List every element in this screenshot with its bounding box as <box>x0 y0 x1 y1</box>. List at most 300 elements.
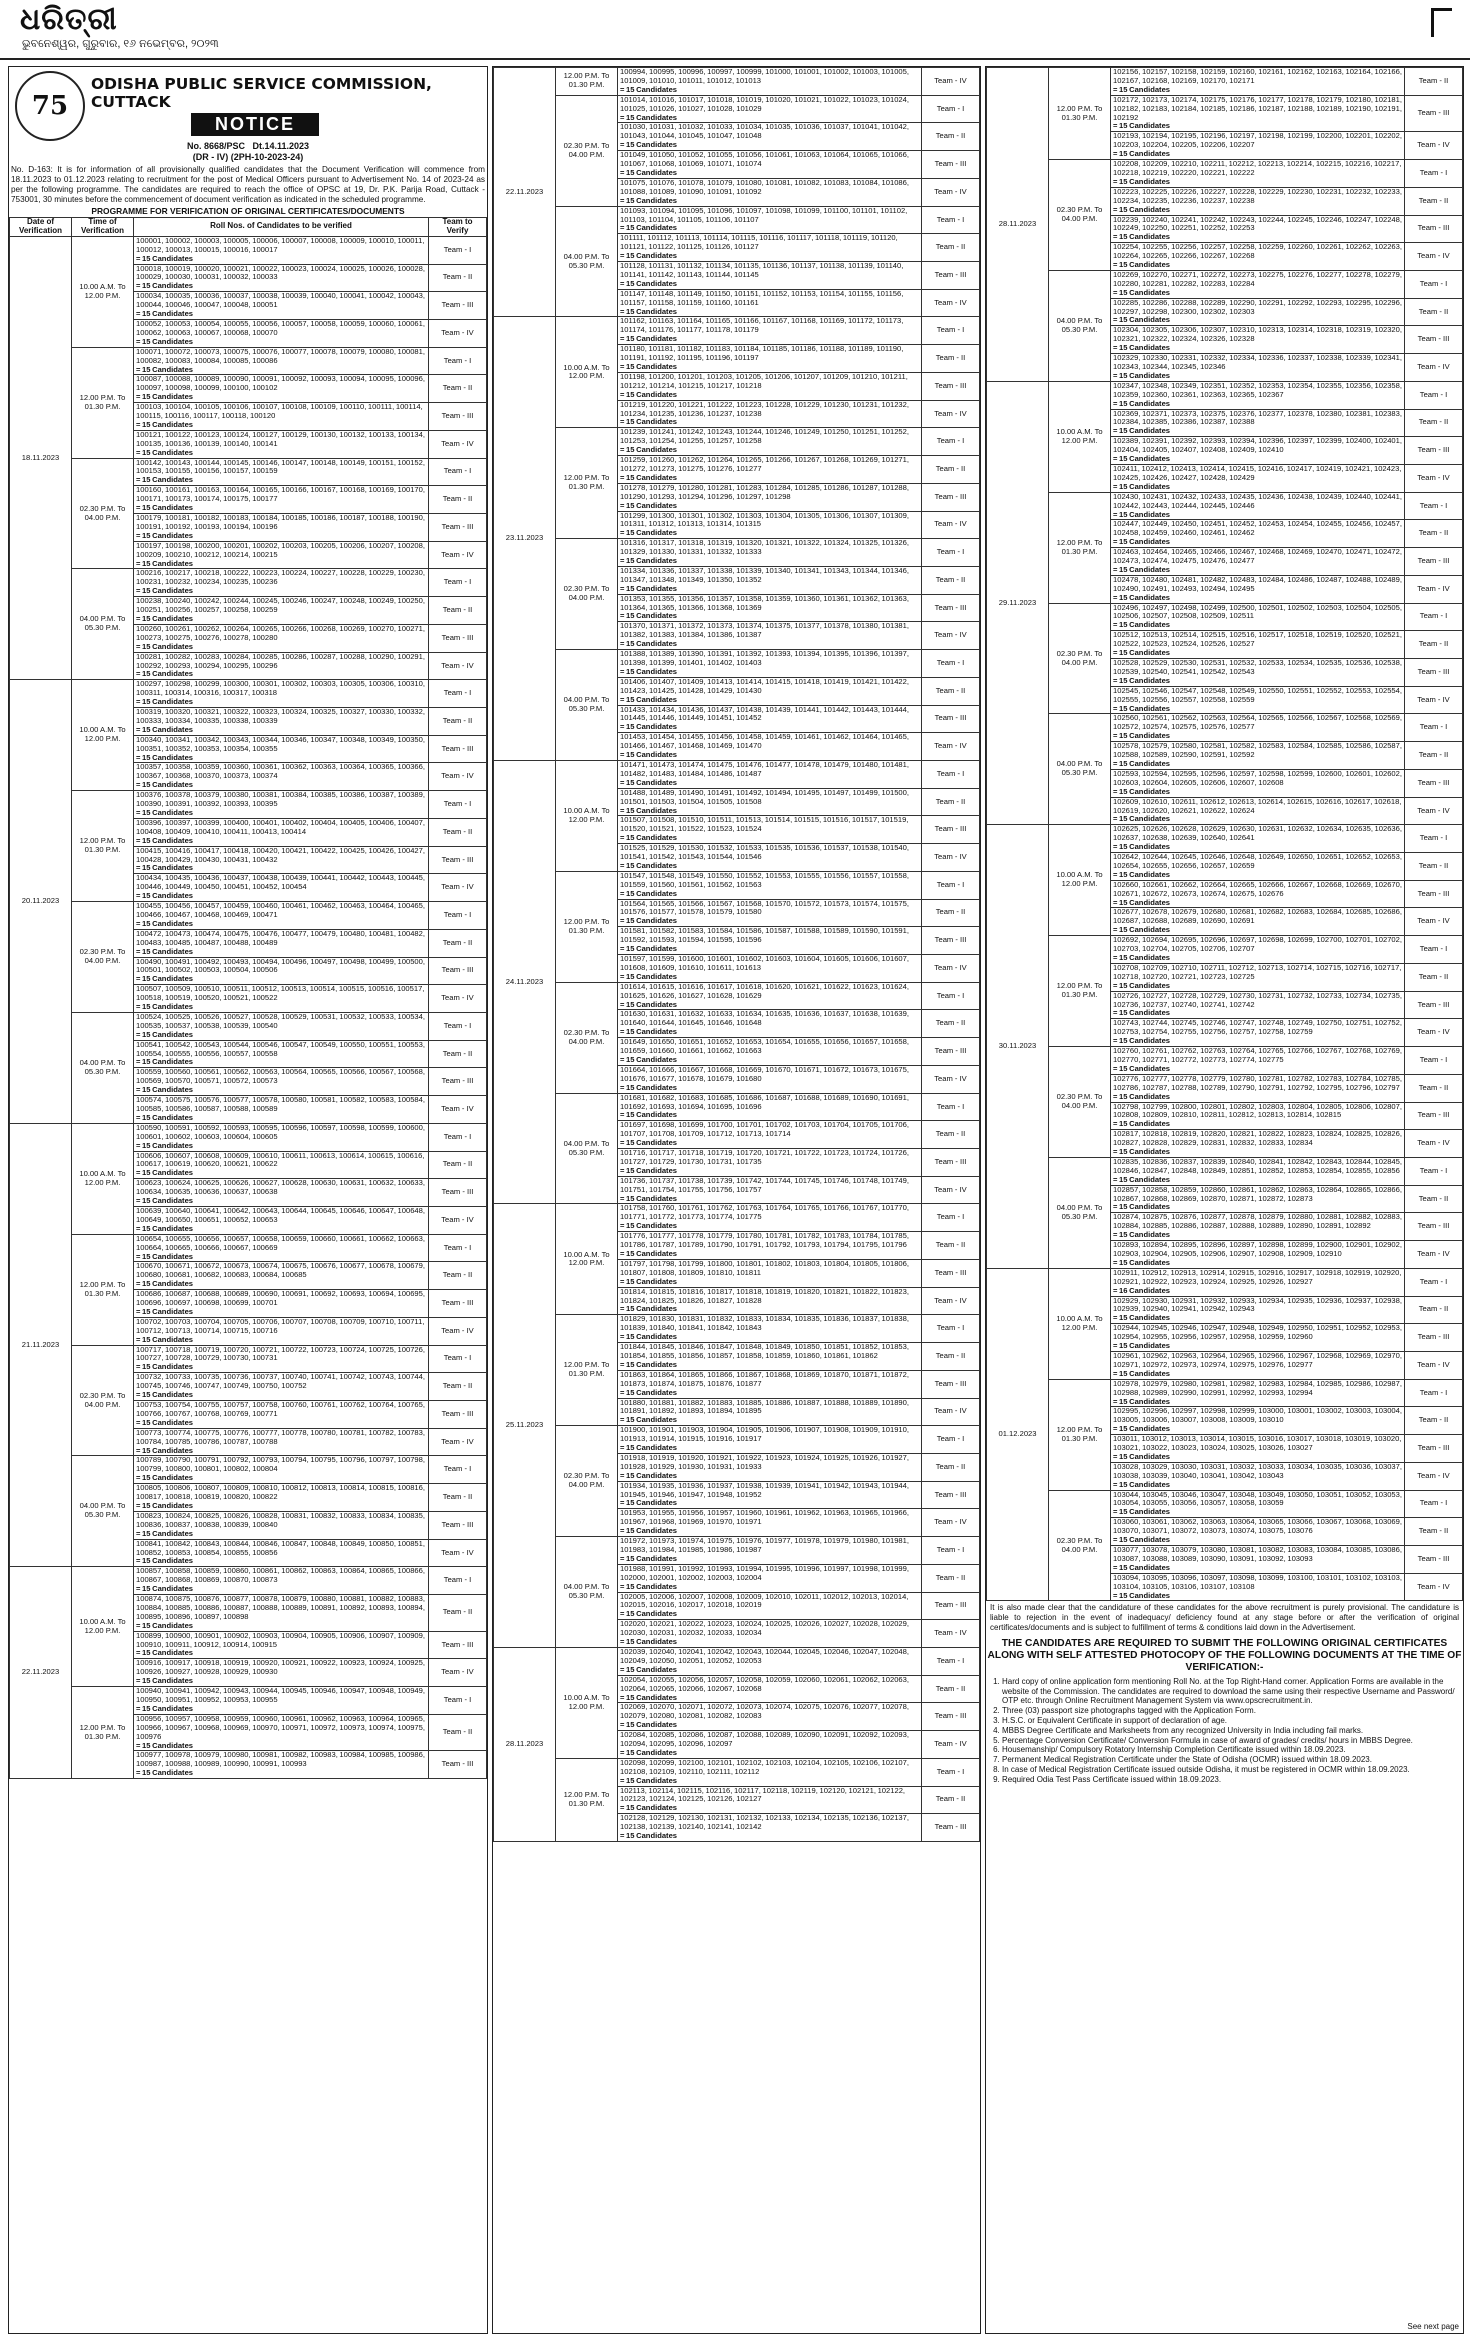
table-row <box>494 428 980 456</box>
roll-numbers: 103011, 103012, 103013, 103014, 103015, 103016, 103017, 103018, 103019, 103020, 103021, 103022, 103023, 103024, 103025, 103026, 103027 <box>1113 1434 1402 1453</box>
team-cell: Team - III <box>1405 215 1463 243</box>
team-cell: Team - IV <box>429 1206 487 1234</box>
table-row <box>494 539 980 567</box>
roll-numbers-cell <box>134 846 429 874</box>
team-cell: Team - III <box>922 372 980 400</box>
team-cell: Team - II <box>429 1151 487 1179</box>
candidate-count: = 15 Candidates <box>620 334 678 344</box>
team-cell: Team - IV <box>922 289 980 317</box>
roll-numbers: 101353, 101355, 101356, 101357, 101358, 101359, 101360, 101361, 101362, 101363, 101364, 101365, 101366, 101368, 101369 <box>620 593 909 612</box>
roll-numbers: 102609, 102610, 102611, 102612, 102613, 102614, 102615, 102616, 102617, 102618, 102619, 102620, 102621, 102622, 102624 <box>1113 796 1402 815</box>
roll-numbers: 100956, 100957, 100958, 100959, 100960, 100961, 100962, 100963, 100964, 100965, 100966, 100967, 100968, 100969, 100970, 100971, 100972, 100973, 100974, 100975, 100976 <box>136 1713 425 1741</box>
candidate-count: = 15 Candidates <box>620 1470 678 1480</box>
team-cell: Team - II <box>429 597 487 625</box>
roll-numbers: 100297, 100298, 100299, 100300, 100301, 100302, 100303, 100305, 100306, 100310, 100311, 100314, 100316, 100317, 100318 <box>136 679 425 698</box>
roll-numbers-cell <box>134 1595 429 1632</box>
roll-numbers-cell <box>618 456 922 484</box>
team-cell: Team - III <box>429 735 487 763</box>
candidate-count: = 15 Candidates <box>1113 1313 1171 1323</box>
roll-numbers: 101453, 101454, 101455, 101456, 101458, 101459, 101461, 101462, 101464, 101465, 101466, 101467, 101468, 101469, 101470 <box>620 732 909 751</box>
roll-numbers-cell <box>134 292 429 320</box>
team-cell: Team - III <box>429 1511 487 1539</box>
roll-numbers-cell <box>618 1176 922 1204</box>
roll-numbers: 102857, 102858, 102859, 102860, 102861, 102862, 102863, 102864, 102865, 102866, 102867, 102868, 102869, 102870, 102871, 102872, 102873 <box>1113 1184 1402 1203</box>
candidate-count: = 15 Candidates <box>1113 814 1171 824</box>
candidate-count: = 15 Candidates <box>136 1112 194 1122</box>
candidate-count: = 15 Candidates <box>620 1193 678 1203</box>
candidate-count: = 15 Candidates <box>1113 481 1171 491</box>
roll-numbers: 100559, 100560, 100561, 100562, 100563, 100564, 100565, 100566, 100567, 100568, 100569, 100570, 100571, 100572, 100573 <box>136 1067 425 1086</box>
candidate-count: = 15 Candidates <box>620 583 678 593</box>
candidate-count: = 15 Candidates <box>136 1140 194 1150</box>
candidate-count: = 15 Candidates <box>1113 315 1171 325</box>
table-row <box>10 569 487 597</box>
roll-numbers: 100121, 100122, 100123, 100124, 100127, 100129, 100130, 100132, 100133, 100134, 100135, 100136, 100139, 100140, 100141 <box>136 429 425 448</box>
candidate-count: = 15 Candidates <box>136 530 194 540</box>
roll-numbers: 101597, 101599, 101600, 101601, 101602, 101603, 101604, 101605, 101606, 101607, 101608, 101609, 101610, 101611, 101613 <box>620 954 909 972</box>
roll-numbers-cell <box>134 902 429 930</box>
table-row <box>10 791 487 819</box>
roll-numbers: 101953, 101955, 101956, 101957, 101960, 101961, 101962, 101963, 101965, 101966, 101967, 101968, 101969, 101970, 101971 <box>620 1508 909 1527</box>
roll-numbers-cell <box>618 345 922 373</box>
roll-numbers-cell <box>1111 68 1405 96</box>
roll-numbers: 101664, 101666, 101667, 101668, 101669, 101670, 101671, 101672, 101673, 101675, 101676, 101677, 101678, 101679, 101680 <box>620 1064 909 1083</box>
table-row <box>10 1123 487 1151</box>
team-cell: Team - I <box>922 206 980 234</box>
team-cell: Team - IV <box>1405 354 1463 382</box>
team-cell: Team - I <box>922 871 980 899</box>
roll-numbers: 101797, 101798, 101799, 101800, 101801, 101802, 101803, 101804, 101805, 101806, 101807, 101808, 101809, 101810, 101811 <box>620 1258 909 1277</box>
team-cell: Team - III <box>922 1259 980 1287</box>
team-cell: Team - III <box>1405 95 1463 132</box>
candidate-count: = 15 Candidates <box>620 1637 678 1647</box>
roll-numbers: 102054, 102055, 102056, 102057, 102058, 102059, 102060, 102061, 102062, 102063, 102064, 102065, 102066, 102067, 102068 <box>620 1674 909 1693</box>
roll-numbers: 102084, 102085, 102086, 102087, 102088, 102089, 102090, 102091, 102092, 102093, 102094, 102095, 102096, 102097 <box>620 1730 909 1749</box>
roll-numbers-cell <box>1111 1573 1405 1601</box>
roll-numbers: 100717, 100718, 100719, 100720, 100721, 100722, 100723, 100724, 100725, 100726, 100727, 100728, 100729, 100730, 100731 <box>136 1344 425 1363</box>
time-cell: 12.00 P.M. To 01.30 P.M. <box>556 871 618 982</box>
schedule-table-2 <box>493 67 980 1842</box>
roll-numbers-cell <box>134 1456 429 1484</box>
team-cell: Team - III <box>429 846 487 874</box>
team-cell: Team - II <box>429 708 487 736</box>
roll-numbers-cell <box>134 1317 429 1345</box>
roll-numbers-cell <box>618 844 922 872</box>
team-cell: Team - III <box>429 403 487 431</box>
team-cell: Team - III <box>1405 1546 1463 1574</box>
time-cell: 02.30 P.M. To 04.00 P.M. <box>72 458 134 569</box>
team-cell: Team - II <box>1405 1407 1463 1435</box>
roll-numbers-cell <box>618 1370 922 1398</box>
roll-numbers: 101681, 101682, 101683, 101685, 101686, 101687, 101688, 101689, 101690, 101691, 101692, 101693, 101694, 101695, 101696 <box>620 1092 909 1111</box>
candidate-count: = 15 Candidates <box>1113 84 1171 94</box>
candidate-count: = 15 Candidates <box>620 750 678 760</box>
time-cell: 04.00 P.M. To 05.30 P.M. <box>1049 714 1111 825</box>
roll-numbers: 101014, 101016, 101017, 101018, 101019, 101020, 101021, 101022, 101023, 101024, 101025, 101026, 101027, 101028, 101029 <box>620 94 909 113</box>
notice-title: NOTICE <box>191 113 319 136</box>
table-row <box>987 492 1463 520</box>
time-cell: 02.30 P.M. To 04.00 P.M. <box>1049 603 1111 714</box>
candidate-count: = 15 Candidates <box>1113 509 1171 519</box>
roll-numbers: 100590, 100591, 100592, 100593, 100595, 100596, 100597, 100598, 100599, 100600, 100601, 100602, 100603, 100604, 100605 <box>136 1122 425 1141</box>
roll-numbers: 100639, 100640, 100641, 100642, 100643, 100644, 100645, 100646, 100647, 100648, 100649, 100650, 100651, 100652, 100653 <box>136 1205 425 1224</box>
team-cell: Team - I <box>1405 1268 1463 1296</box>
candidate-count: = 15 Candidates <box>1113 842 1171 852</box>
candidate-count: = 15 Candidates <box>620 1664 678 1674</box>
team-cell: Team - III <box>429 514 487 542</box>
roll-numbers: 101162, 101163, 101164, 101165, 101166, 101167, 101168, 101169, 101172, 101173, 101174, 101176, 101177, 101178, 101179 <box>620 316 904 335</box>
roll-numbers: 102726, 102727, 102728, 102729, 102730, 102731, 102732, 102733, 102734, 102735, 102736, 102737, 102740, 102741, 102742 <box>1113 990 1402 1009</box>
date-cell: 01.12.2023 <box>987 1268 1049 1601</box>
candidate-count: = 15 Candidates <box>136 1251 194 1261</box>
roll-numbers: 101988, 101991, 101992, 101993, 101994, 101995, 101996, 101997, 101998, 101999, 102000, 102001, 102002, 102003, 102004 <box>620 1563 909 1582</box>
team-cell: Team - IV <box>922 844 980 872</box>
roll-numbers-cell <box>618 400 922 428</box>
candidate-count: = 15 Candidates <box>620 1803 678 1813</box>
roll-numbers: 101030, 101031, 101032, 101033, 101034, 101035, 101036, 101037, 101041, 101042, 101043, 101044, 101045, 101047, 101048 <box>620 122 909 141</box>
candidate-count: = 15 Candidates <box>620 971 678 981</box>
table-row <box>494 1093 980 1121</box>
roll-numbers: 100524, 100525, 100526, 100527, 100528, 100529, 100531, 100532, 100533, 100534, 100535, 100537, 100538, 100539, 100540 <box>136 1011 425 1030</box>
candidate-count: = 15 Candidates <box>1113 149 1171 159</box>
time-cell: 12.00 P.M. To 01.30 P.M. <box>556 68 618 96</box>
candidate-count: = 15 Candidates <box>1113 1036 1171 1046</box>
candidate-count: = 15 Candidates <box>136 863 194 873</box>
roll-numbers: 102223, 102225, 102226, 102227, 102228, 102229, 102230, 102231, 102232, 102233, 102234, 102235, 102236, 102237, 102238 <box>1113 186 1402 205</box>
roll-numbers-cell <box>618 1232 922 1260</box>
roll-numbers-cell <box>618 1093 922 1121</box>
roll-numbers-cell <box>134 929 429 957</box>
candidate-count: = 15 Candidates <box>1113 1507 1171 1517</box>
team-cell: Team - I <box>922 539 980 567</box>
candidate-count: = 15 Candidates <box>620 1692 678 1702</box>
team-cell: Team - II <box>1405 1185 1463 1213</box>
candidate-count: = 15 Candidates <box>136 613 194 623</box>
candidate-count: = 15 Candidates <box>1113 1368 1171 1378</box>
table-row <box>987 825 1463 853</box>
team-cell: Team - III <box>922 262 980 290</box>
candidate-count: = 15 Candidates <box>620 1221 678 1231</box>
team-cell: Team - II <box>922 1232 980 1260</box>
candidate-count: = 15 Candidates <box>1113 1396 1171 1406</box>
roll-numbers: 100179, 100181, 100182, 100183, 100184, 100185, 100186, 100187, 100188, 100190, 100191, 100192, 100193, 100194, 100196 <box>136 513 425 531</box>
table-row <box>987 936 1463 964</box>
roll-numbers: 102660, 102661, 102662, 102664, 102665, 102666, 102667, 102668, 102669, 102670, 102671, 102672, 102673, 102674, 102675, 102676 <box>1113 879 1402 898</box>
time-cell: 10.00 A.M. To 12.00 P.M. <box>556 1204 618 1315</box>
team-cell: Team - I <box>429 1123 487 1151</box>
requirement-item: 8. In case of Medical Registration Certificate issued outside Odisha, it must be registered in OCMR within 18.09.2023. <box>1002 1765 1463 1775</box>
candidate-count: = 15 Candidates <box>1113 121 1171 131</box>
roll-numbers-cell <box>134 458 429 486</box>
date-cell: 22.11.2023 <box>10 1567 72 1779</box>
team-cell: Team - III <box>922 1592 980 1620</box>
candidate-count: = 15 Candidates <box>1113 1341 1171 1351</box>
candidate-count: = 15 Candidates <box>1113 1424 1171 1434</box>
team-cell: Team - II <box>429 929 487 957</box>
candidate-count: = 15 Candidates <box>136 1676 194 1686</box>
team-cell: Team - IV <box>429 1317 487 1345</box>
roll-numbers: 102512, 102513, 102514, 102515, 102516, 102517, 102518, 102519, 102520, 102521, 102522, 102523, 102524, 102526, 102527 <box>1113 630 1402 649</box>
time-cell: 12.00 P.M. To 01.30 P.M. <box>1049 936 1111 1047</box>
roll-numbers-cell <box>134 514 429 542</box>
candidate-count: = 15 Candidates <box>620 944 678 954</box>
team-cell: Team - II <box>922 677 980 705</box>
candidate-count: = 15 Candidates <box>136 1168 194 1178</box>
roll-numbers: 100899, 100900, 100901, 100902, 100903, 100904, 100905, 100906, 100907, 100909, 100910, 100911, 100912, 100914, 100915 <box>136 1630 425 1649</box>
roll-numbers: 101471, 101473, 101474, 101475, 101476, 101477, 101478, 101479, 101480, 101481, 101482, 101483, 101484, 101486, 101487 <box>620 759 909 778</box>
roll-numbers: 101918, 101919, 101920, 101921, 101922, 101923, 101924, 101925, 101926, 101927, 101928, 101929, 101930, 101931, 101933 <box>620 1452 909 1471</box>
roll-numbers-cell <box>134 763 429 791</box>
roll-numbers-cell <box>1111 1241 1405 1269</box>
roll-numbers-cell <box>1111 686 1405 714</box>
programme-heading: PROGRAMME FOR VERIFICATION OF ORIGINAL CERTIFICATES/DOCUMENTS <box>91 206 405 216</box>
roll-numbers-cell <box>618 68 922 96</box>
candidate-count: = 15 Candidates <box>1113 343 1171 353</box>
team-cell: Team - I <box>922 1537 980 1565</box>
team-cell: Team - III <box>429 1290 487 1318</box>
roll-numbers-cell <box>618 262 922 290</box>
time-cell: 12.00 P.M. To 01.30 P.M. <box>556 1315 618 1426</box>
roll-numbers: 101934, 101935, 101936, 101937, 101938, 101939, 101941, 101942, 101943, 101944, 101945, 101946, 101947, 101948, 101952 <box>620 1480 909 1499</box>
roll-numbers-cell <box>1111 548 1405 576</box>
team-cell: Team - II <box>1405 1518 1463 1546</box>
roll-numbers-cell <box>134 1373 429 1401</box>
table-row <box>494 95 980 123</box>
team-cell: Team - II <box>429 1373 487 1401</box>
roll-numbers-cell <box>134 957 429 985</box>
time-cell: 12.00 P.M. To 01.30 P.M. <box>556 1758 618 1841</box>
roll-numbers-cell <box>1111 1351 1405 1379</box>
newspaper-header <box>0 0 1470 60</box>
roll-numbers-cell <box>134 1714 429 1751</box>
roll-numbers: 100702, 100703, 100704, 100705, 100706, 100707, 100708, 100709, 100710, 100711, 100712, 100713, 100714, 100715, 100716 <box>136 1316 425 1335</box>
roll-numbers-cell <box>1111 1407 1405 1435</box>
candidate-count: = 15 Candidates <box>136 1362 194 1372</box>
roll-numbers: 102039, 102040, 102041, 102042, 102043, 102044, 102045, 102046, 102047, 102048, 102049, 102050, 102051, 102052, 102053 <box>620 1646 909 1665</box>
requirement-item: 3. H.S.C. or Equivalent Certificate in support of declaration of age. <box>1002 1716 1463 1726</box>
date-cell: 23.11.2023 <box>494 317 556 761</box>
requirement-item: 7. Permanent Medical Registration Certificate under the State of Odisha (OCMR) issued within 18.09.2023. <box>1002 1755 1463 1765</box>
team-cell: Team - IV <box>1405 686 1463 714</box>
roll-numbers-cell <box>134 1539 429 1567</box>
candidate-count: = 15 Candidates <box>620 84 678 94</box>
roll-numbers-cell <box>1111 1546 1405 1574</box>
roll-numbers: 102005, 102006, 102007, 102008, 102009, 102010, 102011, 102012, 102013, 102014, 102015, 102016, 102017, 102018, 102019 <box>620 1591 909 1610</box>
roll-numbers-cell <box>1111 1435 1405 1463</box>
candidate-count: = 15 Candidates <box>1113 758 1171 768</box>
roll-numbers-cell <box>1111 1518 1405 1546</box>
roll-numbers: 100238, 100240, 100242, 100244, 100245, 100246, 100247, 100248, 100249, 100250, 100251, 100256, 100257, 100258, 100259 <box>136 596 425 615</box>
requirement-item: 2. Three (03) passport size photographs tagged with the Application Form. <box>1002 1706 1463 1716</box>
team-cell: Team - I <box>922 1758 980 1786</box>
roll-numbers-cell <box>1111 714 1405 742</box>
roll-numbers-cell <box>1111 437 1405 465</box>
roll-numbers-cell <box>134 1484 429 1512</box>
roll-numbers-cell <box>618 289 922 317</box>
team-cell: Team - IV <box>1405 1241 1463 1269</box>
candidate-count: = 15 Candidates <box>620 167 678 177</box>
time-cell: 04.00 P.M. To 05.30 P.M. <box>556 1093 618 1204</box>
candidate-count: = 15 Candidates <box>1113 925 1171 935</box>
candidate-count: = 15 Candidates <box>1113 564 1171 574</box>
roll-numbers: 102978, 102979, 102980, 102981, 102982, 102983, 102984, 102985, 102986, 102987, 102988, 102989, 102990, 102991, 102992, 102993, 102994 <box>1113 1378 1402 1397</box>
team-cell: Team - II <box>429 1714 487 1751</box>
team-cell: Team - III <box>429 1401 487 1429</box>
candidate-count: = 15 Candidates <box>620 1249 678 1258</box>
candidate-count: = 15 Candidates <box>136 1528 194 1538</box>
team-cell: Team - I <box>429 1567 487 1595</box>
roll-numbers: 102625, 102626, 102628, 102629, 102630, 102631, 102632, 102634, 102635, 102636, 102637, 102638, 102639, 102640, 102641 <box>1113 824 1402 843</box>
roll-numbers-cell <box>134 1687 429 1715</box>
roll-numbers: 101863, 101864, 101865, 101866, 101867, 101868, 101869, 101870, 101871, 101872, 101873, 101874, 101875, 101876, 101877 <box>620 1369 909 1388</box>
roll-numbers: 100574, 100575, 100576, 100577, 100578, 100580, 100581, 100582, 100583, 100584, 100585, 100586, 100587, 100588, 100589 <box>136 1095 425 1113</box>
roll-numbers-cell <box>134 1631 429 1659</box>
notice-column-2 <box>492 66 981 2334</box>
roll-numbers: 101433, 101434, 101436, 101437, 101438, 101439, 101441, 101442, 101443, 101444, 101445, 101446, 101449, 101451, 101452 <box>620 704 909 723</box>
roll-numbers-cell <box>1111 825 1405 853</box>
roll-numbers-cell <box>1111 492 1405 520</box>
roll-numbers-cell <box>618 594 922 622</box>
team-cell: Team - I <box>1405 825 1463 853</box>
team-cell: Team - III <box>922 1149 980 1177</box>
roll-numbers: 100823, 100824, 100825, 100826, 100828, 100831, 100832, 100833, 100834, 100835, 100836, 100837, 100838, 100839, 100840 <box>136 1510 425 1529</box>
team-cell: Team - III <box>1405 880 1463 908</box>
team-cell: Team - II <box>1405 963 1463 991</box>
team-cell: Team - IV <box>922 1731 980 1759</box>
team-cell: Team - II <box>1405 853 1463 881</box>
time-cell: 10.00 A.M. To 12.00 P.M. <box>556 1647 618 1758</box>
candidate-count: = 15 Candidates <box>136 835 194 845</box>
candidate-count: = 16 Candidates <box>1113 1285 1171 1295</box>
roll-numbers: 102304, 102305, 102306, 102307, 102310, 102313, 102314, 102318, 102319, 102320, 102321, 102322, 102324, 102326, 102328 <box>1113 325 1402 344</box>
candidate-count: = 15 Candidates <box>620 140 678 150</box>
team-cell: Team - I <box>1405 603 1463 631</box>
roll-numbers: 100216, 100217, 100218, 100222, 100223, 100224, 100227, 100228, 100229, 100230, 100231, 100232, 100234, 100235, 100236 <box>136 568 425 587</box>
roll-numbers: 100357, 100358, 100359, 100360, 100361, 100362, 100363, 100364, 100365, 100366, 100367, 100368, 100370, 100373, 100374 <box>136 762 425 781</box>
team-cell: Team - III <box>1405 548 1463 576</box>
candidate-count: = 15 Candidates <box>136 1445 194 1455</box>
roll-numbers-cell <box>134 1262 429 1290</box>
time-cell: 10.00 A.M. To 12.00 P.M. <box>1049 1268 1111 1379</box>
roll-numbers: 102578, 102579, 102580, 102581, 102582, 102583, 102584, 102585, 102586, 102587, 102588, 102589, 102590, 102591, 102592 <box>1113 741 1402 760</box>
roll-numbers-cell <box>134 1096 429 1124</box>
table-row <box>10 1567 487 1595</box>
roll-numbers: 102347, 102348, 102349, 102351, 102352, 102353, 102354, 102355, 102356, 102358, 102359, 102360, 102361, 102363, 102365, 102367 <box>1113 380 1402 399</box>
roll-numbers: 102172, 102173, 102174, 102175, 102176, 102177, 102178, 102179, 102180, 102181, 102182, 102183, 102184, 102185, 102186, 102187, 102188, 102189, 102190, 102191, 102192 <box>1113 94 1402 122</box>
table-row <box>987 1157 1463 1185</box>
roll-numbers: 102269, 102270, 102271, 102272, 102273, 102275, 102276, 102277, 102278, 102279, 102280, 102281, 102282, 102283, 102284 <box>1113 269 1402 288</box>
candidate-count: = 15 Candidates <box>1113 398 1171 408</box>
newspaper-dateline: ଭୁବନେଶ୍ୱର, ଗୁରୁବାର, ୧୬ ନଭେମ୍ବର, ୨୦୨୩ <box>22 38 219 50</box>
roll-numbers: 101406, 101407, 101409, 101413, 101414, 101415, 101418, 101419, 101421, 101422, 101423, 101425, 101428, 101429, 101430 <box>620 676 909 695</box>
roll-numbers: 101259, 101260, 101262, 101264, 101265, 101266, 101267, 101268, 101269, 101271, 101272, 101273, 101275, 101276, 101277 <box>620 455 909 473</box>
roll-numbers-cell <box>134 569 429 597</box>
roll-numbers-cell <box>1111 215 1405 243</box>
candidate-count: = 15 Candidates <box>620 833 678 843</box>
candidate-count: = 15 Candidates <box>620 666 678 676</box>
roll-numbers: 100103, 100104, 100105, 100106, 100107, 100108, 100109, 100110, 100111, 100114, 100115, 100116, 100117, 100118, 100120 <box>136 402 423 421</box>
candidate-count: = 15 Candidates <box>136 946 194 956</box>
roll-numbers-cell <box>1111 187 1405 215</box>
team-cell: Team - I <box>1405 1490 1463 1518</box>
table-row <box>10 347 487 375</box>
candidate-count: = 15 Candidates <box>620 1526 678 1536</box>
roll-numbers-cell <box>1111 464 1405 492</box>
opsc-logo-icon: 75 <box>15 71 85 141</box>
roll-numbers-cell <box>618 1453 922 1481</box>
table-row <box>494 760 980 788</box>
candidate-count: = 15 Candidates <box>136 669 194 679</box>
notice-paragraph: No. D-163: It is for information of all provisionally qualified candidates that the Document Verification will commence from 18.11.2023 to 01.12.2023 relating to recruitment for the post of Medical Officers pursuant to Advertisement No. 14 of 2023-24 as per the following programme. The candidates are required to reach the office of OPSC at 19, Dr. P.K. Parija Road, Cuttack - 753001, 30 minutes before the commencement of document verification as indicated in the scheduled programme. <box>11 165 485 204</box>
candidate-count: = 15 Candidates <box>136 1057 194 1067</box>
roll-numbers-cell <box>134 486 429 514</box>
candidate-count: = 15 Candidates <box>136 1703 194 1713</box>
roll-numbers-cell <box>1111 631 1405 659</box>
table-row <box>987 1047 1463 1075</box>
team-cell: Team - IV <box>429 1096 487 1124</box>
roll-numbers: 101844, 101845, 101846, 101847, 101848, 101849, 101850, 101851, 101852, 101853, 101854, 101855, 101856, 101857, 101858, 101859, 101860, 101861, 101862 <box>620 1342 909 1360</box>
candidate-count: = 15 Candidates <box>620 860 678 870</box>
requirement-item: 1. Hard copy of online application form mentioning Roll No. at the Top Right-Hand corner. Application Forms are available in the website of the Commission. The candidates are required to download the same using their respective Username and Password/ OTP etc. through Online Recruitment Management System via www.opscrecruitment.in. <box>1002 1677 1463 1706</box>
team-cell: Team - I <box>429 236 487 264</box>
candidate-count: = 15 Candidates <box>1113 869 1171 879</box>
candidate-count: = 15 Candidates <box>620 1054 678 1064</box>
roll-numbers: 100087, 100088, 100089, 100090, 100091, 100092, 100093, 100094, 100095, 100096, 100097, 100098, 100099, 100100, 100102 <box>136 374 425 393</box>
roll-numbers: 102069, 102070, 102071, 102072, 102073, 102074, 102075, 102076, 102077, 102078, 102079, 102080, 102081, 102082, 102083 <box>620 1702 909 1721</box>
roll-numbers-cell <box>1111 1130 1405 1158</box>
team-cell: Team - IV <box>1405 464 1463 492</box>
team-cell: Team - IV <box>429 319 487 347</box>
header-time: Time of Verification <box>72 218 134 237</box>
candidate-count: = 15 Candidates <box>620 916 678 926</box>
roll-numbers-cell <box>618 899 922 927</box>
requirement-item: 6. Housemanship/ Compulsory Rotatory Internship Completion Certificate issued within 18.09.2023. <box>1002 1745 1463 1755</box>
roll-numbers: 100773, 100774, 100775, 100776, 100777, 100778, 100780, 100781, 100782, 100783, 100784, 100785, 100786, 100787, 100788 <box>136 1427 425 1446</box>
candidate-count: = 15 Candidates <box>136 1584 194 1594</box>
date-cell: 22.11.2023 <box>494 68 556 317</box>
time-cell: 02.30 P.M. To 04.00 P.M. <box>556 1426 618 1537</box>
roll-numbers: 102677, 102678, 102679, 102680, 102681, 102682, 102683, 102684, 102685, 102686, 102687, 102688, 102689, 102690, 102691 <box>1113 907 1402 926</box>
candidate-count: = 15 Candidates <box>136 558 194 568</box>
roll-numbers: 101880, 101881, 101882, 101883, 101885, 101886, 101887, 101888, 101889, 101890, 101891, 101892, 101893, 101894, 101895 <box>620 1397 909 1416</box>
notice-header <box>9 67 487 165</box>
candidate-count: = 15 Candidates <box>136 918 194 928</box>
roll-numbers: 101049, 101050, 101052, 101055, 101056, 101061, 101063, 101064, 101065, 101066, 101067, 101068, 101069, 101071, 101074 <box>620 150 909 169</box>
team-cell: Team - IV <box>1405 1462 1463 1490</box>
roll-numbers: 101649, 101650, 101651, 101652, 101653, 101654, 101655, 101656, 101657, 101658, 101659, 101660, 101661, 101662, 101663 <box>620 1037 909 1056</box>
roll-numbers-cell <box>618 1731 922 1759</box>
roll-numbers: 100160, 100161, 100163, 100164, 100165, 100166, 100167, 100168, 100169, 100170, 100171, 100173, 100174, 100175, 100177 <box>136 485 425 504</box>
team-cell: Team - II <box>1405 520 1463 548</box>
roll-numbers: 102113, 102114, 102115, 102116, 102117, 102118, 102119, 102120, 102121, 102122, 102123, 102124, 102125, 102126, 102127 <box>620 1785 906 1804</box>
roll-numbers: 100052, 100053, 100054, 100055, 100056, 100057, 100058, 100059, 100060, 100061, 100062, 100063, 100067, 100068, 100070 <box>136 318 425 337</box>
candidate-count: = 15 Candidates <box>620 1498 678 1508</box>
roll-numbers-cell <box>618 1149 922 1177</box>
team-cell: Team - I <box>922 95 980 123</box>
roll-numbers: 102528, 102529, 102530, 102531, 102532, 102533, 102534, 102535, 102536, 102538, 102539, 102540, 102541, 102542, 102543 <box>1113 658 1402 676</box>
candidate-count: = 15 Candidates <box>620 1553 678 1563</box>
roll-numbers: 102692, 102694, 102695, 102696, 102697, 102698, 102699, 102700, 102701, 102702, 102703, 102704, 102705, 102706, 102707 <box>1113 935 1402 954</box>
team-cell: Team - II <box>429 375 487 403</box>
table-row <box>987 1268 1463 1296</box>
roll-numbers-cell <box>618 539 922 567</box>
time-cell: 04.00 P.M. To 05.30 P.M. <box>556 206 618 317</box>
notice-number: No. 8668/PSC <box>186 141 245 151</box>
roll-numbers-cell <box>618 927 922 955</box>
team-cell: Team - II <box>1405 68 1463 96</box>
candidate-count: = 15 Candidates <box>136 1740 194 1750</box>
roll-numbers-cell <box>1111 1213 1405 1241</box>
